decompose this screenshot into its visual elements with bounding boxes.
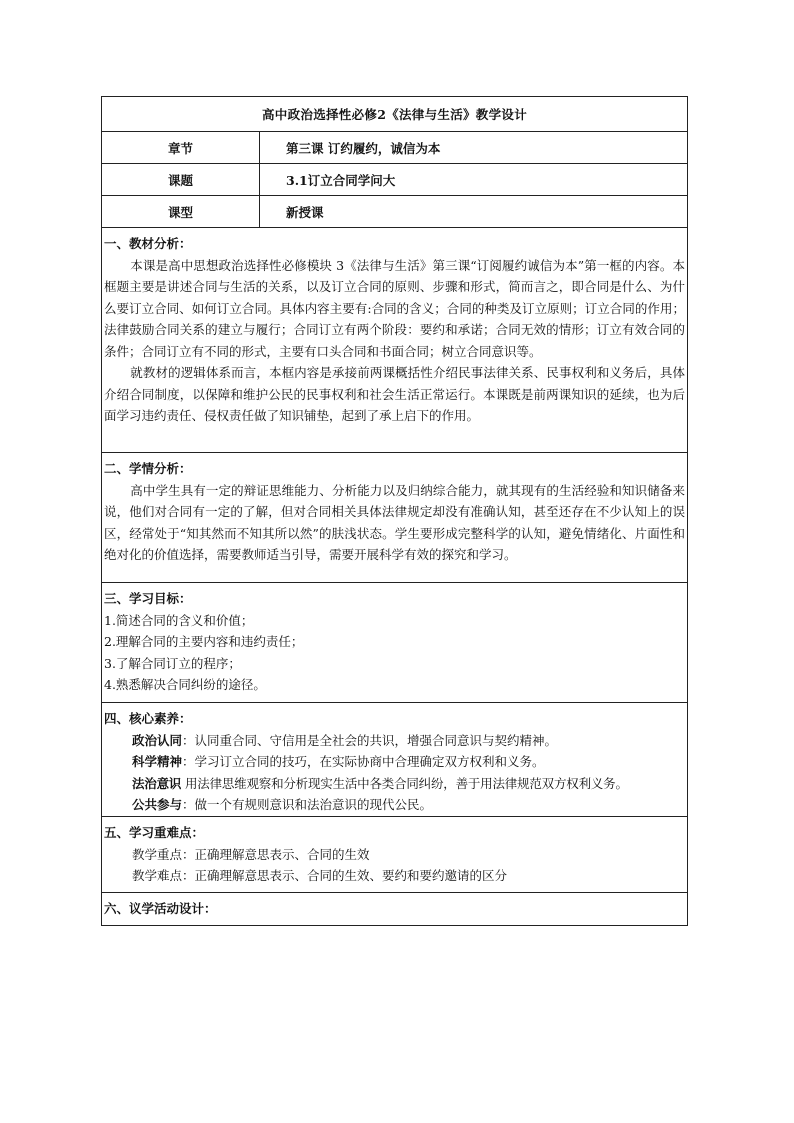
lesson-type-value: 新授课 [286,204,324,220]
literacy-text: ：学习订立合同的技巧，在实际协商中合理确定双方权利和义务。 [182,754,545,769]
list-item: 2.理解合同的主要内容和违约责任； [104,634,304,649]
literacy-label: 政治认同 [132,732,183,748]
chapter-row [102,132,687,164]
literacy-line [104,730,685,752]
section-heading: 一、教材分析： [104,236,192,251]
literacy-label: 公共参与 [132,797,183,812]
textbook-analysis-section [102,228,687,453]
teaching-difficulty: 教学难点：正确理解意思表示、合同的生效、要约和要约邀请的区分 [132,868,508,883]
lesson-type-label: 课型 [102,196,260,227]
paragraph: 高中学生具有一定的辩证思维能力、分析能力以及归纳综合能力，就其现有的生活经验和知识储备来说，他们对合同有一定的了解，但对合同相关具体法律规定却没有准确认知，甚至还存在不少认知上的误区，经常处于“知其然而不知其所以然”的肤浅状态。学生要形成完整科学的认知，避免情绪化、片面性和绝对化的价值选择，需要教师适当引导，需要开展科学有效的探究和学习。 [104,482,685,562]
paragraph: 本课是高中思想政治选择性必修模块 3《法律与生活》第三课“订阅履约诚信为本”第一框的内容。本框题主要是讲述合同与生活的关系，以及订立合同的原则、步骤和形式，简而言之，即合同是什么、为什么要订立合同、如何订立合同。具体内容主要有:合同的含义；合同的种类及订立原则；订立合同的作用；法律鼓励合同关系的建立与履行；合同订立有两个阶段：要约和承诺；合同无效的情形；订立有效合同的条件；合同订立有不同的形式，主要有口头合同和书面合同；树立合同意识等。 [104,257,685,359]
section-heading: 三、学习目标： [104,591,192,606]
lesson-plan-table [101,96,688,926]
list-item: 4.熟悉解决合同纠纷的途径。 [104,677,266,692]
key-difficulties-section [102,817,687,893]
section-heading: 五、学习重难点： [104,825,205,840]
literacy-label: 科学精神 [132,754,183,769]
section-heading: 二、学情分析： [104,461,192,476]
activity-design-section [102,893,687,925]
lesson-type-row [102,196,687,228]
teaching-key-point: 教学重点：正确理解意思表示、合同的生效 [132,846,370,862]
literacy-text: ：认同重合同、守信用是全社会的共识，增强合同意识与契约精神。 [182,732,558,748]
list-item: 3.了解合同订立的程序； [104,655,241,671]
document-title: 高中政治选择性必修2《法律与生活》教学设计 [102,97,687,132]
literacy-text: ：做一个有规则意识和法治意识的现代公民。 [182,797,433,812]
topic-label: 课题 [102,164,260,195]
topic-row [102,164,687,196]
learning-goals-section [102,583,687,703]
literacy-label: 法治意识 [132,775,182,791]
core-literacy-section [102,703,687,817]
section-heading: 四、核心素养： [104,711,192,726]
literacy-text: 用法律思维观察和分析现实生活中各类合同纠纷，善于用法律规范双方权利义务。 [181,775,628,791]
literacy-line [104,773,685,795]
student-analysis-section [102,453,687,583]
chapter-label: 章节 [102,132,260,163]
literacy-line [104,794,685,816]
list-item: 1.简述合同的含义和价值； [104,612,254,628]
section-heading: 六、议学活动设计： [104,901,217,916]
chapter-value: 第三课 订约履约，诚信为本 [286,140,441,156]
literacy-line [104,751,685,773]
topic-value: 3.1订立合同学问大 [286,172,396,188]
paragraph: 就教材的逻辑体系而言，本框内容是承接前两课概括性介绍民事法律关系、民事权利和义务后，具体介绍合同制度，以保障和维护公民的民事权利和社会生活正常运行。本课既是前两课知识的延续，也为后面学习违约责任、侵权责任做了知识铺垫，起到了承上启下的作用。 [104,365,685,423]
